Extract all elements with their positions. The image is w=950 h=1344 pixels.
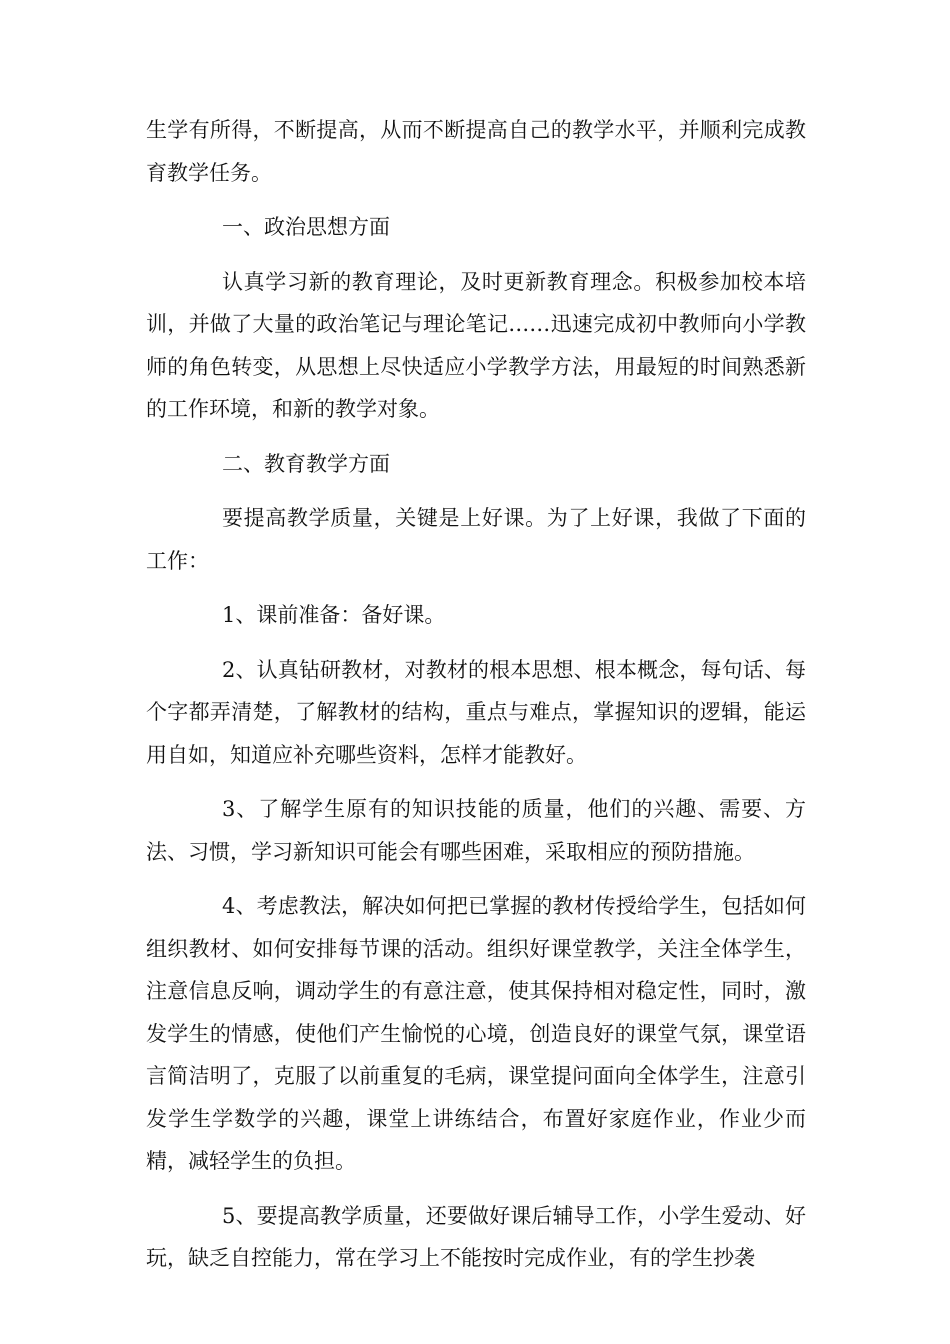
paragraph-politics: 认真学习新的教育理论，及时更新教育理念。积极参加校本培训，并做了大量的政治笔记与理论笔记……迅速完成初中教师向小学教师的角色转变，从思想上尽快适应小学教学方法，用最短的时间熟悉新的工作环境，和新的教学对象。 <box>146 269 806 421</box>
list-item-4: 4、考虑教法，解决如何把已掌握的教材传授给学生，包括如何组织教材、如何安排每节课的活动。组织好课堂教学，关注全体学生，注意信息反响，调动学生的有意注意，使其保持相对稳定性，同时，激发学生的情感，使他们产生愉悦的心境，创造良好的课堂气氛，课堂语言简洁明了，克服了以前重复的毛病，课堂提问面向全体学生，注意引发学生学数学的兴趣，课堂上讲练结合，布置好家庭作业，作业少而精，减轻学生的负担。 <box>146 894 806 1173</box>
list-item-5: 5、要提高教学质量，还要做好课后辅导工作，小学生爱动、好玩，缺乏自控能力，常在学习上不能按时完成作业，有的学生抄袭 <box>146 1203 806 1270</box>
section-heading-teaching: 二、教育教学方面 <box>222 451 390 476</box>
section-heading-politics: 一、政治思想方面 <box>222 215 390 239</box>
list-item-2: 2、认真钻研教材，对教材的根本思想、根本概念，每句话、每个字都弄清楚，了解教材的结构，重点与难点，掌握知识的逻辑，能运用自如，知道应补充哪些资料，怎样才能教好。 <box>146 657 806 767</box>
document-body <box>146 109 806 1292</box>
paragraph-continuation: 生学有所得，不断提高，从而不断提高自己的教学水平，并顺利完成教育教学任务。 <box>146 118 806 185</box>
paragraph-teaching-intro: 要提高教学质量，关键是上好课。为了上好课，我做了下面的工作： <box>146 506 806 573</box>
list-item-3: 3、了解学生原有的知识技能的质量，他们的兴趣、需要、方法、习惯，学习新知识可能会有哪些困难，采取相应的预防措施。 <box>146 797 806 864</box>
list-item-1: 1、课前准备：备好课。 <box>222 603 446 627</box>
